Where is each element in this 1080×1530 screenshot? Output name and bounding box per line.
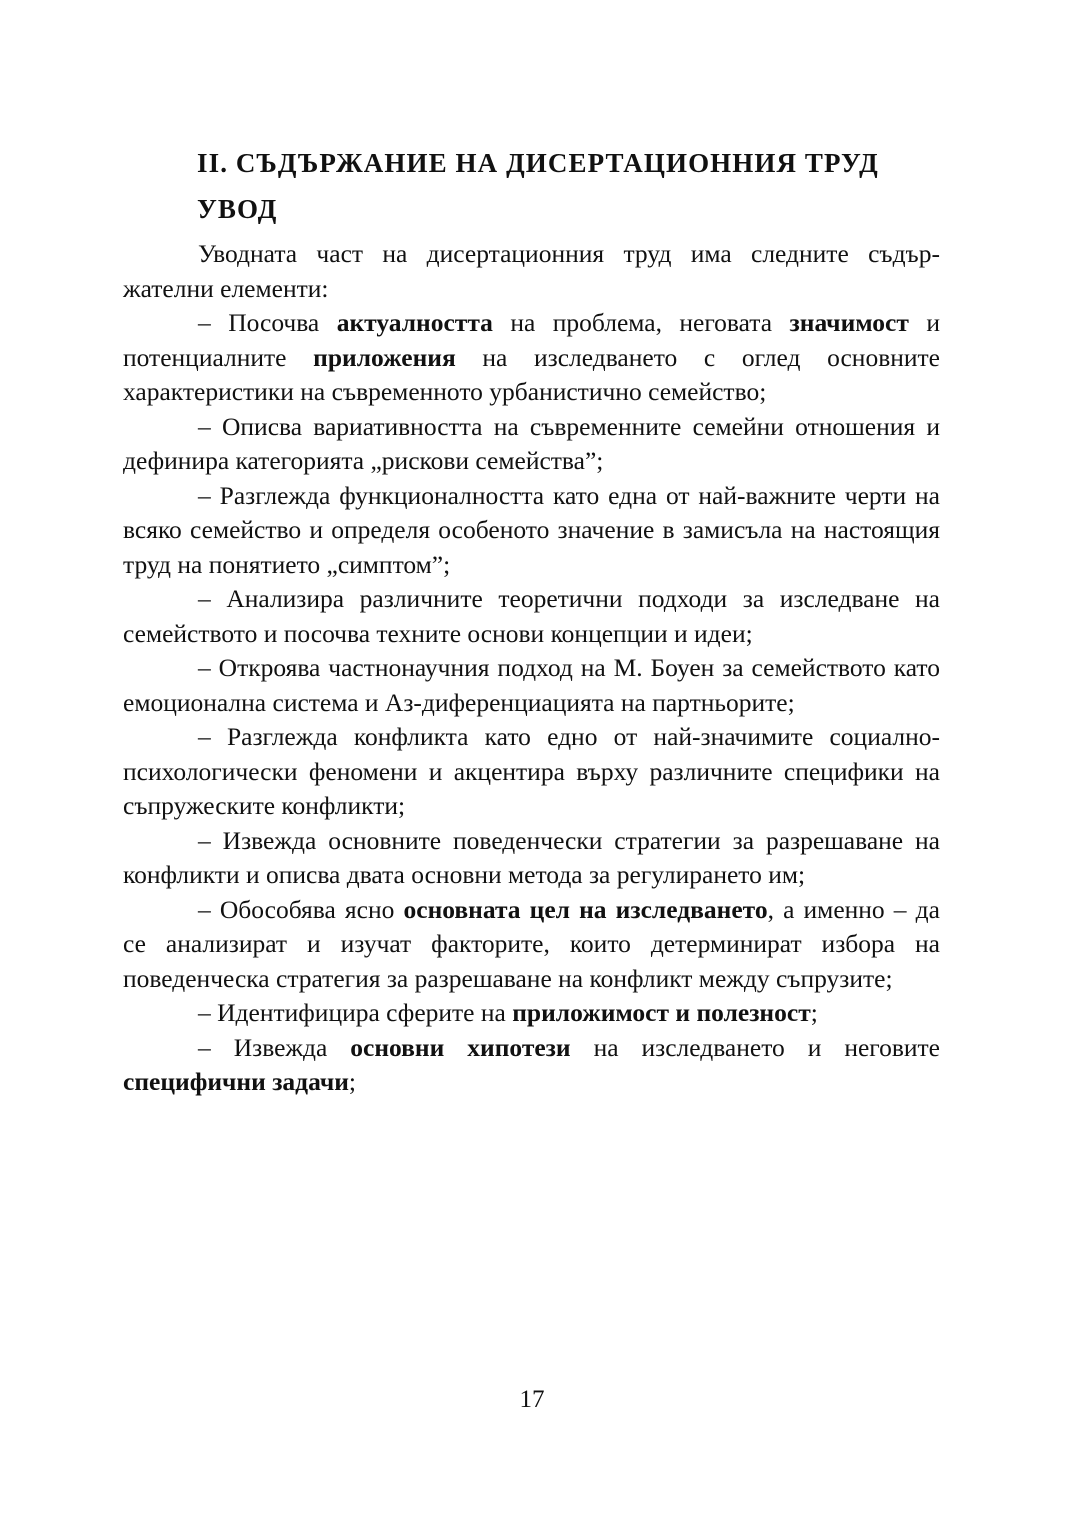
paragraph [123,306,940,410]
text-run: ; [810,998,818,1027]
paragraph [123,479,940,583]
text-run: – Откроява частнонаучния подход на М. Боуен за семейството като емоционална система и Аз-диференциацията на партньорите; [123,653,940,717]
paragraph [123,582,940,651]
paragraph [123,237,940,306]
text-run: – Обособява ясно [198,894,404,924]
text-run: – Разглежда функционалността като една от най-важните черти на всяко семейство и определя особеното значение в замисъла на настоящия труд на понятието „симптом”; [123,480,940,579]
section-title: II. СЪДЪРЖАНИЕ НА ДИСЕРТАЦИОННИЯ ТРУД [197,148,879,178]
text-run: ; [348,1067,356,1096]
paragraph [123,996,940,1031]
text-run: – Анализира различните теоретични подходи за изследване на семейството и посочва техните основи концепции и идеи; [123,584,940,648]
emphasis-text: специфични задачи [123,1067,349,1096]
paragraph [123,651,940,720]
text-run: – Описва вариативността на съвременните семейни отношения и дефинира категорията „рискови семейства”; [123,411,940,475]
emphasis-text: основни хипотези [350,1032,571,1062]
emphasis-text: актуалността [336,308,493,337]
text-run: – Извежда основните поведенчески стратегии за разрешаване на конфликти и описва двата основни метода за регулирането им; [123,825,940,889]
page-number: 17 [519,1386,545,1413]
paragraph [123,893,940,997]
text-run: на изследването и неговите [570,1032,941,1062]
body-text [123,237,940,1100]
text-run: Уводната част на дисертационния труд има следните съдър-жателни елементи: [123,239,940,303]
text-run: на изследването с оглед основните характеристики на съвременното урбанистично семейство; [123,342,940,406]
emphasis-text: приложимост и полезност [512,998,811,1027]
text-run: – Разглежда конфликта като едно от най-значимите социално-психологически феномени и акцентира върху различните специфики на съпружеските конфликти; [123,722,940,820]
text-run: на проблема, неговата [492,308,790,337]
paragraph [123,824,940,893]
paragraph [123,1031,940,1100]
emphasis-text: основната цел на изследването [403,894,768,924]
emphasis-text: значимост [789,308,909,337]
text-run: – Посочва [198,308,337,337]
emphasis-text: приложения [313,342,456,372]
subsection-title: УВОД [197,194,278,224]
text-run: – Извежда [198,1032,351,1062]
text-run: – Идентифицира сферите на [198,998,513,1027]
text-run: , а именно – да се анализират и изучат факторите, които детерминират избора на поведенческа стратегия за разрешаване на конфликт между съпрузите; [123,894,940,993]
paragraph [123,410,940,479]
text-run: и потенциалните [123,308,940,372]
paragraph [123,720,940,824]
